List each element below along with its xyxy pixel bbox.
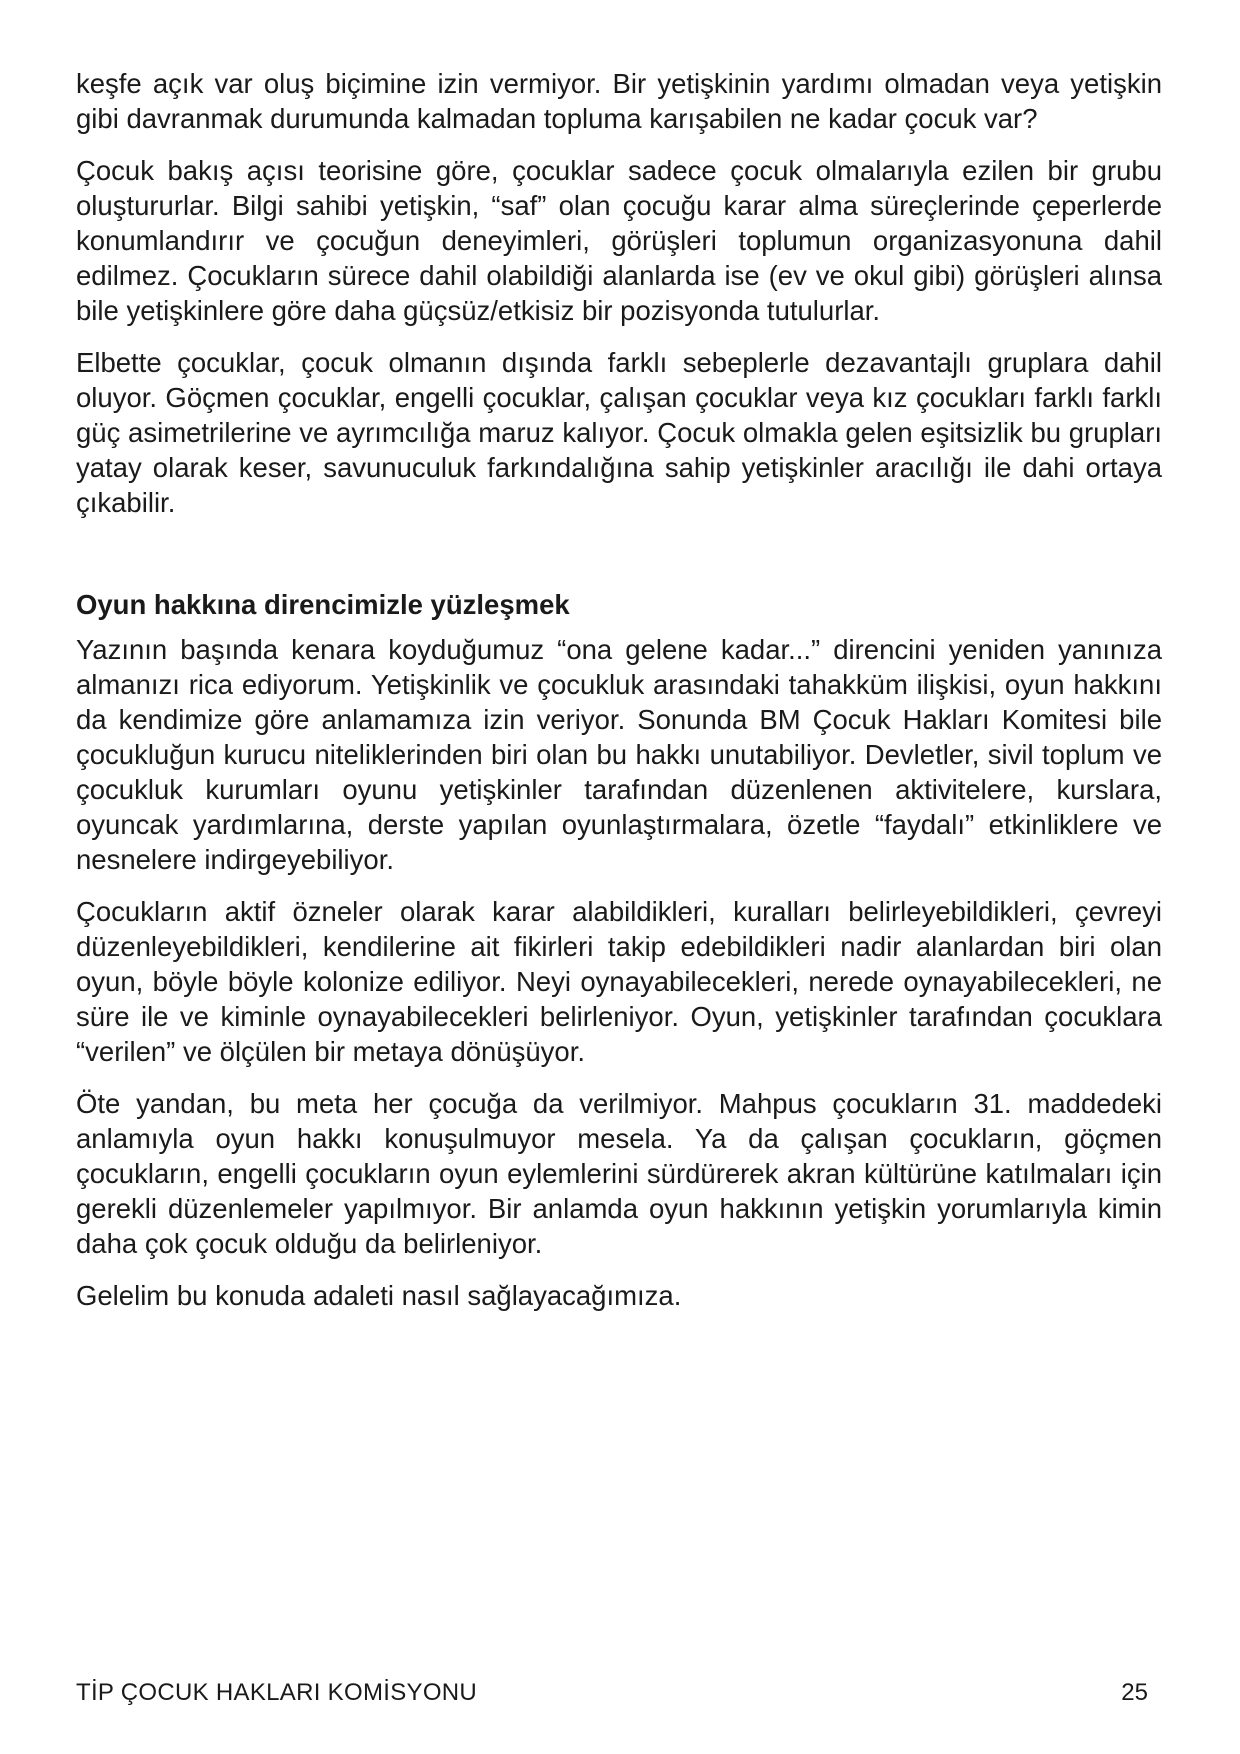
body-paragraph: Gelelim bu konuda adaleti nasıl sağlayacağımıza. [76,1280,682,1311]
body-paragraph: Çocuk bakış açısı teorisine göre, çocuklar sadece çocuk olmalarıyla ezilen bir grubu oluştururlar. Bilgi sahibi yetişkin, “saf” olan çocuğu karar alma süreçlerinde çeperlerde konumlandırır ve çocuğun deneyimleri, görüşleri toplumun organizasyonuna dahil edilmez. Çocukların sürece dahil olabildiği alanlarda ise (ev ve okul gibi) görüşleri alınsa bile yetişkinlere göre daha güçsüz/etkisiz bir pozisyonda tutulurlar. [76,155,1162,326]
body-paragraph: Elbette çocuklar, çocuk olmanın dışında farklı sebeplerle dezavantajlı gruplara dahil oluyor. Göçmen çocuklar, engelli çocuklar, çalışan çocuklar veya kız çocukları farklı farklı güç asimetrilerine ve ayrımcılığa maruz kalıyor. Çocuk olmakla gelen eşitsizlik bu grupları yatay olarak keser, savunuculuk farkındalığına sahip yetişkinler aracılığı ile dahi ortaya çıkabilir. [76,347,1162,518]
footer-organization: TİP ÇOCUK HAKLARI KOMİSYONU [76,1679,478,1706]
page-body [76,66,1162,1330]
body-paragraph: Öte yandan, bu meta her çocuğa da verilmiyor. Mahpus çocukların 31. maddedeki anlamıyla oyun hakkı konuşulmuyor mesela. Ya da çalışan çocukların, göçmen çocukların, engelli çocukların oyun eylemlerini sürdürerek akran kültürüne katılmaları için gerekli düzenlemeler yapılmıyor. Bir anlamda oyun hakkının yetişkin yorumlarıyla kimin daha çok çocuk olduğu da belirleniyor. [76,1088,1162,1259]
body-paragraph: Çocukların aktif özneler olarak karar alabildikleri, kuralları belirleyebildikleri, çevreyi düzenleyebildikleri, kendilerine ait fikirleri takip edebildikleri nadir alanlardan biri olan oyun, böyle böyle kolonize ediliyor. Neyi oynayabilecekleri, nerede oynayabilecekleri, ne süre ile ve kiminle oynayabilecekleri belirleniyor. Oyun, yetişkinler tarafından çocuklara “verilen” ve ölçülen bir metaya dönüşüyor. [76,896,1162,1067]
body-paragraph: Yazının başında kenara koyduğumuz “ona gelene kadar...” direncini yeniden yanınıza almanızı rica ediyorum. Yetişkinlik ve çocukluk arasındaki tahakküm ilişkisi, oyun hakkını da kendimize göre anlamamıza izin veriyor. Sonunda BM Çocuk Hakları Komitesi bile çocukluğun kurucu niteliklerinden biri olan bu hakkı unutabiliyor. Devletler, sivil toplum ve çocukluk kurumları oyunu yetişkinler tarafından düzenlenen aktivitelere, kurslara, oyuncak yardımlarına, derste yapılan oyunlaştırmalara, özetle “faydalı” etkinliklere ve nesnelere indirgeyebiliyor. [76,634,1162,875]
page-number: 25 [1121,1679,1148,1706]
body-paragraph: keşfe açık var oluş biçimine izin vermiyor. Bir yetişkinin yardımı olmadan veya yetişkin gibi davranmak durumunda kalmadan topluma karışabilen ne kadar çocuk var? [76,68,1162,134]
section-heading: Oyun hakkına direncimizle yüzleşmek [76,589,570,620]
